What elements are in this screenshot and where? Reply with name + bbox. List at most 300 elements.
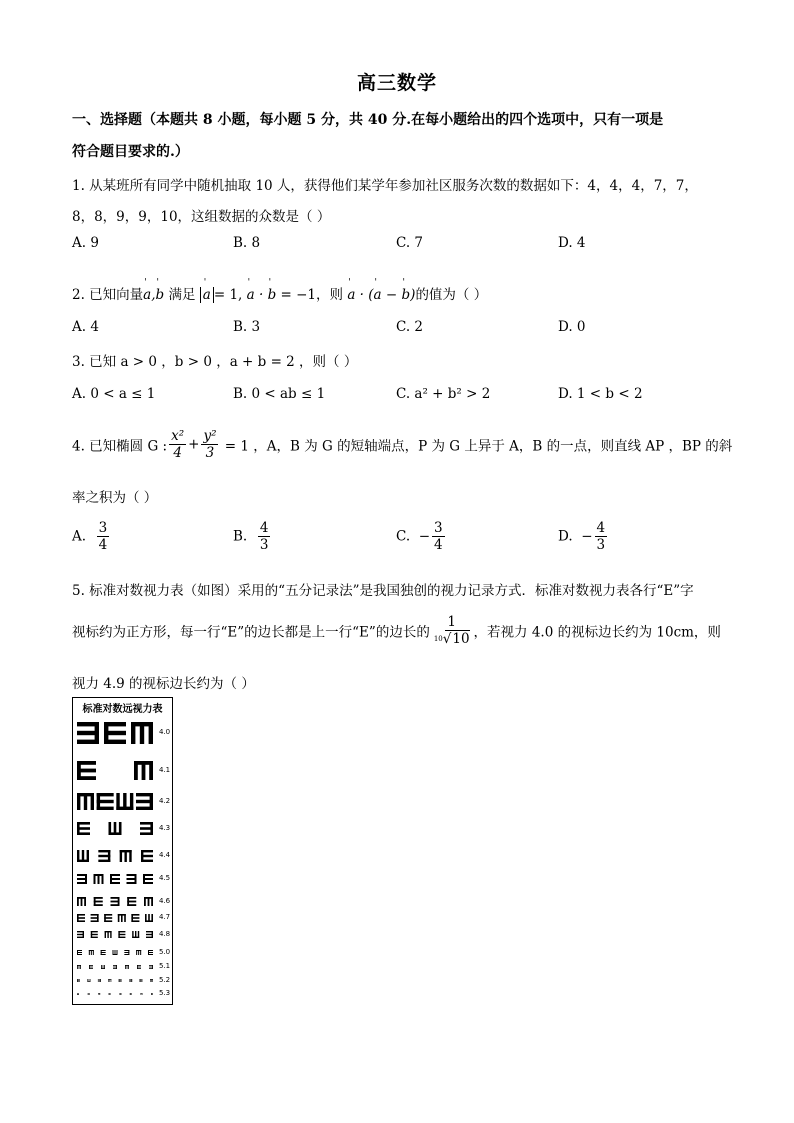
tumbling-e-icon xyxy=(77,931,84,938)
tumbling-e-stroke xyxy=(89,950,90,955)
tumbling-e-stroke xyxy=(87,850,89,862)
tumbling-e-stroke xyxy=(77,878,87,880)
q2-abs-a: ' a xyxy=(200,287,214,303)
tumbling-e-stroke xyxy=(105,931,106,938)
tumbling-e-stroke xyxy=(149,967,153,968)
tumbling-e-icon xyxy=(125,965,129,969)
q4-frac-y: $\frac{\text{y²}}{3}$ xyxy=(203,428,217,461)
q2-option-c: C. 2 xyxy=(396,319,424,335)
tumbling-e-stroke xyxy=(131,917,139,919)
tumbling-e-stroke xyxy=(110,874,120,876)
tumbling-e-stroke xyxy=(119,822,122,835)
eye-chart-row-label: 4.6 xyxy=(159,896,171,905)
tumbling-e-stroke xyxy=(131,914,139,916)
tumbling-e-stroke xyxy=(142,761,146,780)
tumbling-e-stroke xyxy=(101,954,106,955)
tumbling-e-stroke xyxy=(113,967,117,968)
tumbling-e-icon xyxy=(98,850,110,862)
q2-line xyxy=(72,283,487,303)
tumbling-e-stroke xyxy=(140,981,143,982)
tumbling-e-stroke xyxy=(127,897,136,899)
tumbling-e-stroke xyxy=(104,731,126,735)
tumbling-e-stroke xyxy=(93,950,94,955)
tumbling-e-stroke xyxy=(143,874,153,876)
tumbling-e-stroke xyxy=(81,897,83,906)
tumbling-e-icon xyxy=(150,979,153,982)
tumbling-e-stroke xyxy=(77,950,82,951)
tumbling-e-stroke xyxy=(151,979,152,982)
tumbling-e-icon xyxy=(77,874,87,884)
q2-vectors: ' a,' b xyxy=(143,287,164,303)
tumbling-e-stroke xyxy=(104,740,126,744)
tumbling-e-icon xyxy=(101,965,105,969)
tumbling-e-icon xyxy=(131,722,153,744)
tumbling-e-stroke xyxy=(77,897,79,906)
tumbling-e-stroke xyxy=(136,800,153,803)
tumbling-e-icon xyxy=(77,897,86,906)
eye-chart-row-label: 5.3 xyxy=(159,989,171,997)
tumbling-e-stroke xyxy=(89,967,93,968)
tumbling-e-icon xyxy=(110,874,120,884)
tumbling-e-stroke xyxy=(77,761,96,765)
tumbling-e-stroke xyxy=(113,968,117,969)
tumbling-e-stroke xyxy=(104,917,112,919)
q5-root-frac: $\frac{1}{^{10}√10}$ xyxy=(433,614,470,647)
tumbling-e-stroke xyxy=(107,931,108,938)
tumbling-e-stroke xyxy=(140,827,153,830)
tumbling-e-stroke xyxy=(109,979,110,982)
eye-chart-row-label: 4.2 xyxy=(159,796,171,805)
q4-option-c: C. − $\frac{3}{4}$ xyxy=(396,520,443,553)
tumbling-e-icon xyxy=(77,914,85,922)
tumbling-e-stroke xyxy=(94,897,103,899)
tumbling-e-icon xyxy=(118,931,125,938)
tumbling-e-icon xyxy=(94,874,104,884)
tumbling-e-stroke xyxy=(140,979,143,980)
tumbling-e-stroke xyxy=(116,793,119,810)
tumbling-e-icon xyxy=(131,914,139,922)
tumbling-e-stroke xyxy=(118,931,125,932)
tumbling-e-stroke xyxy=(91,917,99,919)
q2-cond: = 1, xyxy=(213,287,247,303)
tumbling-e-stroke xyxy=(137,967,141,968)
tumbling-e-stroke xyxy=(77,874,87,876)
tumbling-e-stroke xyxy=(102,874,104,884)
eye-chart-row-label: 4.3 xyxy=(159,823,171,832)
tumbling-e-stroke xyxy=(108,979,109,982)
tumbling-e-stroke xyxy=(145,914,147,922)
tumbling-e-icon xyxy=(143,874,153,884)
tumbling-e-icon xyxy=(116,793,133,810)
tumbling-e-stroke xyxy=(137,965,141,966)
q3-option-b: B. 0 < ab ≤ 1 xyxy=(233,386,326,402)
tumbling-e-stroke xyxy=(77,954,82,955)
tumbling-e-stroke xyxy=(77,776,96,780)
tumbling-e-stroke xyxy=(97,800,114,803)
tumbling-e-stroke xyxy=(149,965,153,966)
tumbling-e-stroke xyxy=(141,850,153,852)
tumbling-e-icon xyxy=(77,850,89,862)
eye-chart-row-label: 4.0 xyxy=(159,728,171,736)
eye-chart-row-label: 5.0 xyxy=(159,947,171,956)
q5-line1: 5. 标准对数视力表（如图）采用的“五分记录法”是我国独创的视力记录方式．标准对数视力表各行“E”字 xyxy=(72,583,694,599)
tumbling-e-stroke xyxy=(101,965,102,969)
q1-option-c: C. 7 xyxy=(396,235,424,251)
q3-option-c: C. a² + b² > 2 xyxy=(396,386,491,402)
q1-option-a: A. 9 xyxy=(72,235,99,251)
tumbling-e-stroke xyxy=(84,897,86,906)
q2-expr-math: ' a · (' a − ' b) xyxy=(347,287,415,303)
section-heading-line2: 符合题目要求的.） xyxy=(72,144,189,160)
tumbling-e-stroke xyxy=(77,917,85,919)
tumbling-e-stroke xyxy=(138,931,139,938)
tumbling-e-stroke xyxy=(101,952,106,953)
tumbling-e-icon xyxy=(148,950,153,955)
tumbling-e-icon xyxy=(145,914,153,922)
tumbling-e-icon xyxy=(119,993,121,995)
tumbling-e-stroke xyxy=(150,979,151,982)
tumbling-e-icon xyxy=(77,993,79,995)
eye-chart-row-label: 5.1 xyxy=(159,962,171,970)
tumbling-e-stroke xyxy=(151,914,153,922)
tumbling-e-stroke xyxy=(140,822,153,825)
q2-dot: ' a · ' b xyxy=(247,287,281,303)
tumbling-e-stroke xyxy=(149,761,153,780)
tumbling-e-stroke xyxy=(98,979,101,980)
tumbling-e-stroke xyxy=(138,950,139,955)
q5-line3: 视力 4.9 的视标边长约为（ ） xyxy=(72,676,255,692)
tumbling-e-stroke xyxy=(117,950,118,955)
tumbling-e-stroke xyxy=(94,901,103,903)
tumbling-e-icon xyxy=(105,931,112,938)
tumbling-e-stroke xyxy=(127,878,137,880)
tumbling-e-stroke xyxy=(98,850,110,852)
tumbling-e-stroke xyxy=(119,981,122,982)
tumbling-e-stroke xyxy=(129,850,131,862)
q4-frac-x: $\frac{\text{x²}}{4}$ xyxy=(171,428,185,461)
tumbling-e-stroke xyxy=(98,874,100,884)
tumbling-e-stroke xyxy=(111,897,120,899)
tumbling-e-stroke xyxy=(104,920,112,922)
tumbling-e-icon xyxy=(77,965,81,969)
tumbling-e-stroke xyxy=(91,931,98,932)
tumbling-e-icon xyxy=(94,897,103,906)
tumbling-e-stroke xyxy=(89,979,90,982)
tumbling-e-stroke xyxy=(121,914,123,922)
tumbling-e-stroke xyxy=(140,980,143,981)
tumbling-e-stroke xyxy=(91,920,99,922)
tumbling-e-icon xyxy=(127,874,137,884)
tumbling-e-icon xyxy=(136,793,153,810)
eye-chart-title: 标准对数远视力表 xyxy=(82,704,163,715)
tumbling-e-stroke xyxy=(130,793,133,810)
tumbling-e-stroke xyxy=(149,722,153,744)
tumbling-e-icon xyxy=(136,950,141,955)
tumbling-e-stroke xyxy=(91,950,92,955)
tumbling-e-icon xyxy=(127,897,136,906)
q2-expr: 的值为（ ） xyxy=(415,287,488,303)
tumbling-e-stroke xyxy=(77,920,85,922)
q4-option-a: A. $\frac{3}{4}$ xyxy=(72,520,108,553)
tumbling-e-icon xyxy=(144,897,153,906)
tumbling-e-stroke xyxy=(84,793,87,810)
tumbling-e-stroke xyxy=(140,832,153,835)
tumbling-e-icon xyxy=(104,722,126,744)
tumbling-e-stroke xyxy=(125,965,126,969)
tumbling-e-stroke xyxy=(124,950,129,951)
tumbling-e-stroke xyxy=(110,882,120,884)
tumbling-e-icon xyxy=(140,993,142,995)
tumbling-e-stroke xyxy=(77,793,80,810)
tumbling-e-stroke xyxy=(146,937,153,938)
tumbling-e-stroke xyxy=(98,980,101,981)
tumbling-e-icon xyxy=(101,950,106,955)
q2-option-b: B. 3 xyxy=(233,319,261,335)
tumbling-e-stroke xyxy=(97,807,114,810)
q5-line2: 视标约为正方形，每一行“E”的边长都是上一行“E”的边长的 $\frac{1}{^{10}√10}$ ，若视力 4.0 的视标边长约为 10cm，则 xyxy=(72,614,721,647)
tumbling-e-stroke xyxy=(129,980,132,981)
tumbling-e-stroke xyxy=(127,965,128,969)
q2-cond2: = −1 xyxy=(280,287,317,303)
tumbling-e-stroke xyxy=(143,882,153,884)
tumbling-e-stroke xyxy=(148,914,150,922)
tumbling-e-stroke xyxy=(111,904,120,906)
eye-chart-row-label: 4.7 xyxy=(159,913,171,921)
q3-option-d: D. 1 < b < 2 xyxy=(558,386,643,402)
q2-option-d: D. 0 xyxy=(558,319,586,335)
tumbling-e-icon xyxy=(77,722,99,744)
tumbling-e-icon xyxy=(77,979,80,982)
tumbling-e-stroke xyxy=(149,968,153,969)
tumbling-e-icon xyxy=(146,931,153,938)
tumbling-e-stroke xyxy=(77,914,85,916)
tumbling-e-stroke xyxy=(89,968,93,969)
page-title: 高三数学 xyxy=(356,72,437,94)
tumbling-e-stroke xyxy=(144,897,146,906)
tumbling-e-icon xyxy=(130,993,132,995)
tumbling-e-stroke xyxy=(137,968,141,969)
tumbling-e-stroke xyxy=(148,950,153,951)
tumbling-e-stroke xyxy=(151,897,153,906)
tumbling-e-icon xyxy=(77,793,94,810)
tumbling-e-stroke xyxy=(111,979,112,982)
tumbling-e-stroke xyxy=(77,850,79,862)
tumbling-e-stroke xyxy=(143,878,153,880)
tumbling-e-stroke xyxy=(129,979,132,980)
tumbling-e-icon xyxy=(113,965,117,969)
tumbling-e-stroke xyxy=(131,920,139,922)
tumbling-e-stroke xyxy=(77,822,90,825)
eye-chart-row-label: 4.1 xyxy=(159,765,171,774)
q2-option-a: A. 4 xyxy=(72,319,99,335)
tumbling-e-stroke xyxy=(89,965,93,966)
q3-line: 3. 已知 a > 0 ，b > 0 ，a + b = 2 ，则（ ） xyxy=(72,354,358,370)
tumbling-e-icon xyxy=(87,979,90,982)
tumbling-e-stroke xyxy=(104,722,126,726)
tumbling-e-icon xyxy=(120,850,132,862)
q4-option-d: D. − $\frac{4}{3}$ xyxy=(558,520,606,553)
tumbling-e-stroke xyxy=(77,740,99,744)
tumbling-e-stroke xyxy=(141,860,153,862)
tumbling-e-stroke xyxy=(77,952,82,953)
eye-chart-row-label: 4.4 xyxy=(159,851,171,859)
eye-chart-row-label: 4.8 xyxy=(159,929,171,938)
tumbling-e-stroke xyxy=(136,950,137,955)
tumbling-e-stroke xyxy=(94,904,103,906)
tumbling-e-icon xyxy=(91,931,98,938)
tumbling-e-stroke xyxy=(97,793,114,796)
tumbling-e-icon xyxy=(149,965,153,969)
tumbling-e-stroke xyxy=(148,952,153,953)
tumbling-e-stroke xyxy=(119,979,122,980)
tumbling-e-icon xyxy=(88,993,90,995)
tumbling-e-stroke xyxy=(77,769,96,773)
tumbling-e-stroke xyxy=(134,761,138,780)
tumbling-e-icon xyxy=(108,979,111,982)
tumbling-e-stroke xyxy=(98,981,101,982)
q1-line2: 8，8，9，9，10，这组数据的众数是（ ） xyxy=(72,209,331,225)
tumbling-e-stroke xyxy=(91,937,98,938)
tumbling-e-stroke xyxy=(135,931,136,938)
tumbling-e-stroke xyxy=(110,931,111,938)
tumbling-e-stroke xyxy=(127,901,136,903)
tumbling-e-icon xyxy=(119,979,122,982)
tumbling-e-stroke xyxy=(77,981,80,982)
tumbling-e-stroke xyxy=(118,937,125,938)
tumbling-e-stroke xyxy=(146,931,153,932)
tumbling-e-stroke xyxy=(131,722,135,744)
tumbling-e-icon xyxy=(89,950,94,955)
q1-option-d: D. 4 xyxy=(558,235,586,251)
tumbling-e-stroke xyxy=(127,874,137,876)
tumbling-e-stroke xyxy=(115,950,116,955)
tumbling-e-stroke xyxy=(98,855,110,857)
tumbling-e-icon xyxy=(109,822,122,835)
tumbling-e-icon xyxy=(77,950,82,955)
q2-mid: 满足 xyxy=(164,287,200,303)
tumbling-e-stroke xyxy=(140,722,144,744)
tumbling-e-stroke xyxy=(77,934,84,935)
tumbling-e-stroke xyxy=(91,914,99,916)
tumbling-e-icon xyxy=(141,850,153,862)
tumbling-e-stroke xyxy=(148,954,153,955)
tumbling-e-icon xyxy=(91,914,99,922)
tumbling-e-stroke xyxy=(98,860,110,862)
tumbling-e-icon xyxy=(77,761,96,780)
tumbling-e-stroke xyxy=(141,855,153,857)
tumbling-e-stroke xyxy=(128,965,129,969)
tumbling-e-icon xyxy=(111,897,120,906)
tumbling-e-stroke xyxy=(152,979,153,982)
tumbling-e-icon xyxy=(137,965,141,969)
tumbling-e-stroke xyxy=(77,832,90,835)
tumbling-e-stroke xyxy=(127,904,136,906)
tumbling-e-icon xyxy=(113,950,118,955)
eye-chart-symbols xyxy=(73,698,172,1004)
q4-rest: = 1 ，A，B 为 G 的短轴端点，P 为 G 上异于 A，B 的一点，则直线 AP ，BP 的斜 xyxy=(220,438,733,455)
tumbling-e-stroke xyxy=(109,822,112,835)
tumbling-e-stroke xyxy=(77,979,80,980)
tumbling-e-icon xyxy=(98,979,101,982)
tumbling-e-stroke xyxy=(113,965,117,966)
tumbling-e-stroke xyxy=(77,722,99,726)
tumbling-e-stroke xyxy=(77,731,99,735)
tumbling-e-stroke xyxy=(91,934,98,935)
tumbling-e-stroke xyxy=(77,827,90,830)
tumbling-e-stroke xyxy=(79,965,80,969)
tumbling-e-stroke xyxy=(123,793,126,810)
tumbling-e-stroke xyxy=(77,965,78,969)
tumbling-e-icon xyxy=(124,950,129,955)
tumbling-e-stroke xyxy=(136,793,153,796)
eye-chart-row-label: 4.5 xyxy=(159,874,171,882)
tumbling-e-stroke xyxy=(118,914,120,922)
section-heading-line1: 一、选择题（本题共 8 小题，每小题 5 分，共 40 分.在每小题给出的四个选项中，只有一项是 xyxy=(72,112,664,128)
q1-option-b: B. 8 xyxy=(233,235,261,251)
tumbling-e-stroke xyxy=(136,807,153,810)
tumbling-e-stroke xyxy=(104,914,112,916)
tumbling-e-stroke xyxy=(101,950,106,951)
tumbling-e-stroke xyxy=(91,793,94,810)
tumbling-e-stroke xyxy=(148,897,150,906)
tumbling-e-stroke xyxy=(87,979,88,982)
tumbling-e-stroke xyxy=(124,954,129,955)
tumbling-e-stroke xyxy=(94,874,96,884)
tumbling-e-stroke xyxy=(82,850,84,862)
tumbling-e-stroke xyxy=(80,965,81,969)
tumbling-e-stroke xyxy=(140,950,141,955)
tumbling-e-stroke xyxy=(124,850,126,862)
tumbling-e-icon xyxy=(134,761,153,780)
tumbling-e-stroke xyxy=(129,981,132,982)
tumbling-e-icon xyxy=(77,822,90,835)
tumbling-e-stroke xyxy=(124,914,126,922)
tumbling-e-stroke xyxy=(103,965,104,969)
tumbling-e-stroke xyxy=(77,980,80,981)
q2-prefix: 2. 已知向量 xyxy=(72,287,144,303)
tumbling-e-stroke xyxy=(132,931,133,938)
q4-line1: 4. 已知椭圆 G : $\frac{\text{x²}}{4}$ + $\frac{\text{y²}}{3}$ = 1 ，A，B 为 G 的短轴端点，P 为 G 上异于 A，B 的一点，则直线 AP ，BP 的斜 xyxy=(72,428,733,461)
eye-chart-figure xyxy=(72,697,173,1005)
tumbling-e-icon xyxy=(109,993,111,995)
tumbling-e-stroke xyxy=(114,822,117,835)
tumbling-e-stroke xyxy=(77,937,84,938)
q1-line1: 1. 从某班所有同学中随机抽取 10 人，获得他们某学年参加社区服务次数的数据如下：4，4，4，7，7， xyxy=(72,178,698,194)
tumbling-e-stroke xyxy=(90,979,91,982)
tumbling-e-icon xyxy=(104,914,112,922)
tumbling-e-stroke xyxy=(113,950,114,955)
tumbling-e-stroke xyxy=(146,934,153,935)
tumbling-e-stroke xyxy=(111,901,120,903)
tumbling-e-icon xyxy=(118,914,126,922)
tumbling-e-icon xyxy=(89,965,93,969)
tumbling-e-stroke xyxy=(118,934,125,935)
q4-option-b: B. $\frac{4}{3}$ xyxy=(233,520,269,553)
tumbling-e-stroke xyxy=(104,965,105,969)
tumbling-e-icon xyxy=(129,979,132,982)
q2-then: ，则 xyxy=(316,287,348,303)
tumbling-e-stroke xyxy=(77,931,84,932)
tumbling-e-icon xyxy=(98,993,100,995)
tumbling-e-icon xyxy=(140,822,153,835)
q4-prefix: 4. 已知椭圆 G : xyxy=(72,438,168,455)
eye-chart-row-label: 5.2 xyxy=(159,975,171,984)
tumbling-e-stroke xyxy=(127,882,137,884)
q4-line2: 率之积为（ ） xyxy=(72,490,158,506)
tumbling-e-stroke xyxy=(77,882,87,884)
tumbling-e-stroke xyxy=(110,878,120,880)
tumbling-e-stroke xyxy=(120,850,122,862)
